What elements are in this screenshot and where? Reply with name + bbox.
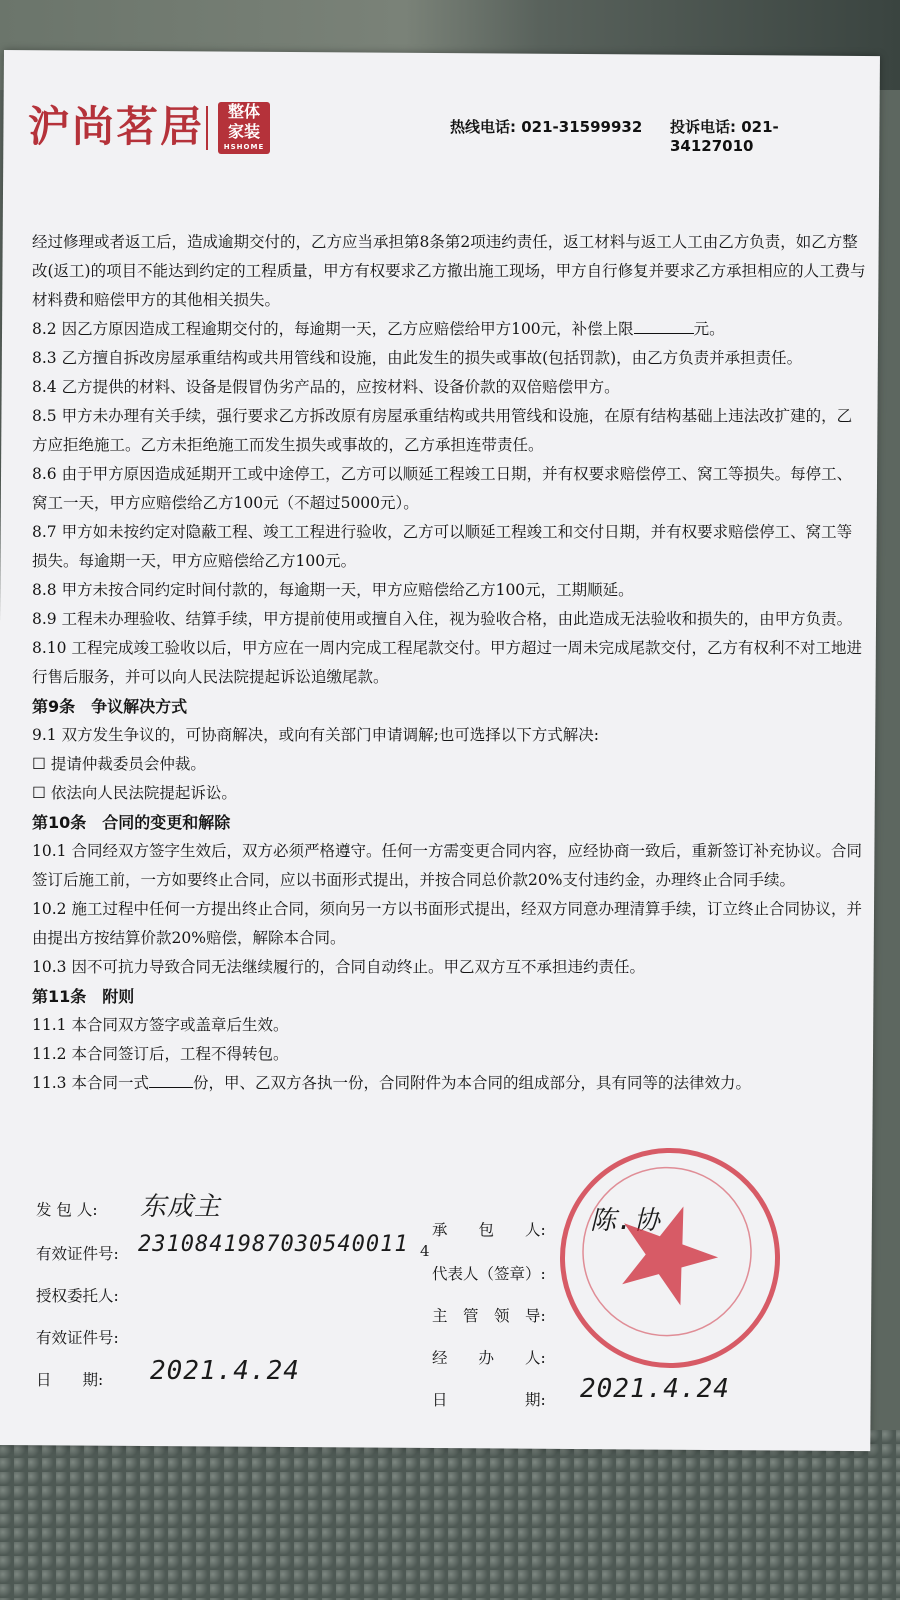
contractor-date-label: 日 期: [432,1391,546,1409]
clause-9-1: 9.1 双方发生争议的，可协商解决，或向有关部门申请调解;也可选择以下方式解决: [32,726,600,744]
supervisor-label: 主 管 领 导: [432,1307,546,1325]
clause-11-2: 11.2 本合同签订后，工程不得转包。 [32,1045,289,1063]
contractor-signature: 陈.协 [590,1206,661,1236]
contractor-label: 承 包 人: [432,1221,546,1239]
handler-label: 经 办 人: [432,1349,546,1367]
clause-8-4: 8.4 乙方提供的材料、设备是假冒伪劣产品的，应按材料、设备价款的双倍赔偿甲方。 [32,378,620,396]
copies-blank [149,1073,193,1088]
id-number-label: 有效证件号: [36,1245,119,1263]
issuer-label: 发 包 人: [36,1201,98,1219]
issuer-signature: 东成主 [140,1192,222,1222]
clause-10-3: 10.3 因不可抗力导致合同无法继续履行的，合同自动终止。甲乙双方互不承担违约责任。 [32,958,645,976]
clause-8-10: 8.10 工程完成竣工验收以后，甲方应在一周内完成工程尾款交付。甲方超过一周未完成尾款交付，乙方有权利不对工地进行售后服务，并可以向人民法院提起诉讼追缴尾款。 [32,639,862,686]
clause-10-2: 10.2 施工过程中任何一方提出终止合同，须向另一方以书面形式提出，经双方同意办理清算手续，订立终止合同协议，并由提出方按结算价款20%赔偿，解除本合同。 [32,900,862,947]
option-litigation: ☐ 依法向人民法院提起诉讼。 [32,784,237,802]
page-number: 4 [420,1242,430,1260]
article-9-heading: 第9条 争议解决方式 [32,697,188,716]
option-arbitration: ☐ 提请仲裁委员会仲裁。 [32,755,206,773]
clause-8-7: 8.7 甲方如未按约定对隐蔽工程、竣工工程进行验收，乙方可以顺延工程竣工和交付日期，并有权要求赔偿停工、窝工等损失。每逾期一天，甲方应赔偿给乙方100元。 [32,523,853,570]
background-bottom [0,1430,900,1600]
hotline-number: 热线电话: 021-31599932 [450,118,643,136]
issuer-date-label: 日 期: [36,1371,104,1389]
badge-line1: 整体 [227,102,260,121]
badge-sub: HSHOME [223,143,265,151]
contractor-date-value: 2021.4.24 [580,1374,730,1404]
clause-8-5: 8.5 甲方未办理有关手续，强行要求乙方拆改原有房屋承重结构或共用管线和设施，在原有结构基础上违法改扩建的，乙方应拒绝施工。乙方未拒绝施工而发生损失或事故的，乙方承担连带责任。 [32,407,853,454]
contract-body [32,228,867,1098]
representative-label: 代表人（签章）: [432,1265,546,1283]
logo-divider [206,106,208,150]
article-10-heading: 第10条 合同的变更和解除 [32,813,231,832]
company-logo: 沪尚茗居 [28,102,205,151]
logo-badge [218,102,270,154]
complaint-number: 投诉电话: 021-34127010 [670,118,779,155]
clause-8-3: 8.3 乙方擅自拆改房屋承重结构或共用管线和设施，由此发生的损失或事故(包括罚款)，由乙方负责并承担责任。 [32,349,803,367]
agent-id-label: 有效证件号: [36,1329,119,1347]
clause-8-2-text: 8.2 因乙方原因造成工程逾期交付的，每逾期一天，乙方应赔偿给甲方100元，补偿上限 [32,320,634,338]
clause-8-1-continued: 经过修理或者返工后，造成逾期交付的，乙方应当承担第8条第2项违约责任，返工材料与返工人工由乙方负责，如乙方整改(返工)的项目不能达到约定的工程质量，甲方有权要求乙方撤出施工现场，甲方自行修复并要求乙方承担相应的人工费与材料费和赔偿甲方的其他相关损失。 [32,233,866,309]
clause-8-8: 8.8 甲方未按合同约定时间付款的，每逾期一天，甲方应赔偿给乙方100元，工期顺延。 [32,581,634,599]
id-number-value: 2310841987030540011 [138,1232,409,1257]
clause-11-3-rest: 份，甲、乙双方各执一份，合同附件为本合同的组成部分，具有同等的法律效力。 [192,1074,751,1092]
clause-11-3-text: 11.3 本合同一式 [32,1074,149,1092]
clause-10-1: 10.1 合同经双方签字生效后，双方必须严格遵守。任何一方需变更合同内容，应经协商一致后，重新签订补充协议。合同签订后施工前，一方如要终止合同，应以书面形式提出，并按合同总价款20%支付违约金，办理终止合同手续。 [32,842,862,889]
agent-label: 授权委托人: [36,1287,119,1305]
clause-8-6: 8.6 由于甲方原因造成延期开工或中途停工，乙方可以顺延工程竣工日期，并有权要求赔偿停工、窝工等损失。每停工、窝工一天，甲方应赔偿给乙方100元（不超过5000元）。 [32,465,853,512]
badge-line2: 家装 [227,122,260,141]
article-11-heading: 第11条 附则 [32,987,135,1006]
page-header [28,94,858,184]
clause-11-1: 11.1 本合同双方签字或盖章后生效。 [32,1016,289,1034]
clause-8-2 [32,315,867,344]
clause-8-9: 8.9 工程未办理验收、结算手续，甲方提前使用或擅自入住，视为验收合格，由此造成无法验收和损失的，由甲方负责。 [32,610,853,628]
issuer-date-value: 2021.4.24 [150,1356,300,1386]
blank-line [634,319,694,334]
clause-8-2-unit: 元。 [693,320,725,338]
clause-11-3 [32,1069,867,1098]
